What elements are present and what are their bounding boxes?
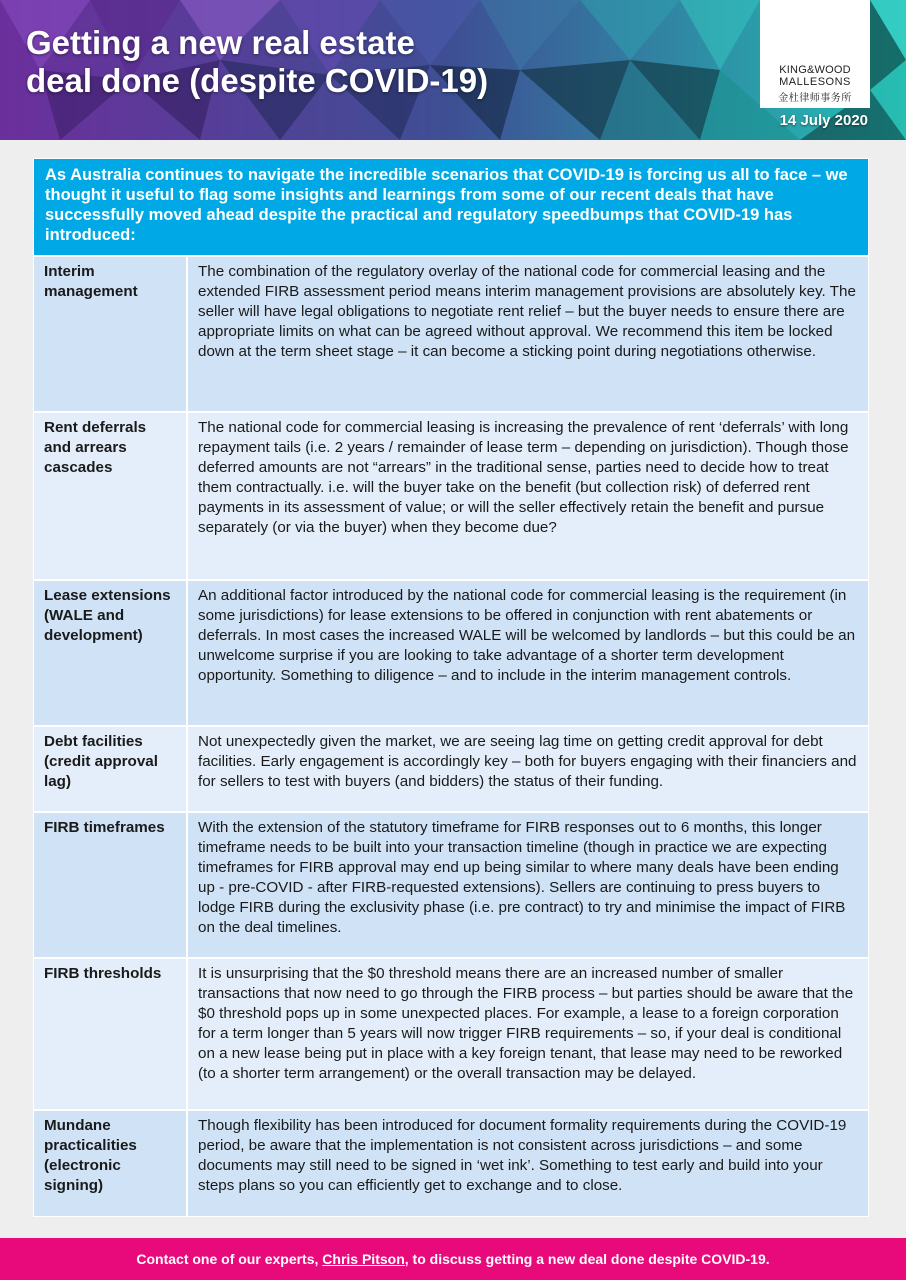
footer-suffix: , to discuss getting a new deal done despite COVID-19.: [404, 1251, 770, 1267]
footer-prefix: Contact one of our experts,: [136, 1251, 323, 1267]
header-banner: [0, 0, 906, 140]
row-label: FIRB thresholds: [34, 958, 187, 1110]
company-logo: [760, 0, 870, 108]
page-title: [26, 24, 488, 100]
row-label: FIRB timeframes: [34, 812, 187, 958]
row-text: An additional factor introduced by the national code for commercial leasing is the requirement (in some jurisdictions) for lease extensions to be offered in conjunction with rent abatements or deferrals. In most cases the increased WALE will be welcomed by landlords – but this could be an unwelcome surprise if you are looking to take advantage of a shorter term development opportunity. Something to diligence – and to include in the interim management controls.: [187, 580, 868, 726]
row-text: The national code for commercial leasing is increasing the prevalence of rent ‘deferrals’ with long repayment tails (i.e. 2 years / remainder of lease term – depending on jurisdiction). Though those deferred amounts are not “arrears” in the traditional sense, parties need to decide how to treat them contractually. i.e. will the buyer take on the benefit (but collection risk) of deferred rent payments in its assessment of value; or will the seller effectively retain the benefit and pursue separately (or via the buyer) when they become due?: [187, 412, 868, 580]
row-label: Lease extensions (WALE and development): [34, 580, 187, 726]
row-text: It is unsurprising that the $0 threshold means there are an increased number of smaller transactions that now need to go through the FIRB process – but parties should be aware that the $0 threshold pops up in some unexpected places. For example, a lease to a foreign corporation for a term longer than 5 years will now trigger FIRB requirements – so, if your deal is conditional on a new lease being put in place with a key foreign tenant, that lease may need to be reworked (to a shorter term arrangement) or the overall transaction may be delayed.: [187, 958, 868, 1110]
row-text: Though flexibility has been introduced for document formality requirements during the COVID-19 period, be aware that the implementation is not consistent across jurisdictions – and some documents may still need to be signed in ‘wet ink’. Something to test early and build into your steps plans so you can efficiently get to exchange and to close.: [187, 1110, 868, 1216]
insights-table: [33, 158, 869, 1217]
logo-text-line-1: KING&WOOD: [779, 64, 851, 76]
table-row: [34, 580, 868, 726]
contact-footer: [0, 1238, 906, 1280]
row-label: Debt facilities (credit approval lag): [34, 726, 187, 812]
table-row: [34, 958, 868, 1110]
intro-paragraph: As Australia continues to navigate the incredible scenarios that COVID-19 is forcing us all to face – we thought it useful to flag some insights and learnings from some of our recent deals that have successfully moved ahead despite the practical and regulatory speedbumps that COVID-19 has introduced:: [34, 159, 868, 257]
row-text: The combination of the regulatory overlay of the national code for commercial leasing and the extended FIRB assessment period means interim management provisions are absolutely key. The seller will have legal obligations to negotiate rent relief – but the buyer needs to ensure there are appropriate limits on what can be agreed without approval. We recommend this item be locked down at the term sheet stage – it can become a sticking point during negotiations otherwise.: [187, 257, 868, 412]
row-label: Mundane practicalities (electronic signing): [34, 1110, 187, 1216]
row-text: With the extension of the statutory timeframe for FIRB responses out to 6 months, this longer timeframe needs to be built into your transaction timeline (though in practice we are expecting timeframes for FIRB approval may end up being similar to where many deals have been ending up - pre-COVID - after FIRB-requested extensions). Sellers are continuing to press buyers to lodge FIRB during the exclusivity phase (i.e. pre contract) to try and minimise the impact of FIRB on the deal timelines.: [187, 812, 868, 958]
insights-rows: [34, 257, 868, 1216]
logo-text-line-2: MALLESONS: [779, 76, 851, 88]
table-row: [34, 412, 868, 580]
publication-date: 14 July 2020: [779, 112, 868, 129]
title-line-1: Getting a new real estate: [26, 24, 415, 61]
expert-contact-link[interactable]: Chris Pitson: [322, 1251, 405, 1267]
row-text: Not unexpectedly given the market, we are seeing lag time on getting credit approval for debt facilities. Early engagement is accordingly key – both for buyers engaging with their financiers and for sellers to test with buyers (and bidders) the status of their funding.: [187, 726, 868, 812]
title-line-2: deal done (despite COVID-19): [26, 62, 489, 99]
row-label: Rent deferrals and arrears cascades: [34, 412, 187, 580]
table-row: [34, 1110, 868, 1216]
table-row: [34, 257, 868, 412]
table-row: [34, 726, 868, 812]
row-label: Interim management: [34, 257, 187, 412]
table-row: [34, 812, 868, 958]
logo-text-line-3: 金杜律师事务所: [778, 93, 852, 104]
